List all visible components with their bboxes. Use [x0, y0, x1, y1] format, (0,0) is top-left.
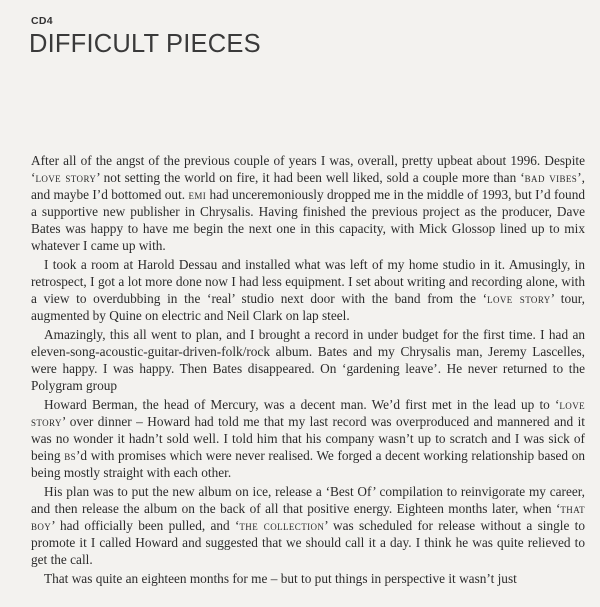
text-run: ’ not setting the world on fire, it had been well liked, sold a couple more than ‘: [96, 170, 525, 185]
page-title: DIFFICULT PIECES: [29, 30, 261, 58]
paragraph-3: [31, 326, 585, 394]
article-body: [31, 152, 585, 587]
song-title: love story: [31, 397, 585, 429]
paragraph-4: [31, 396, 585, 481]
text-run: ’ tour, augmented by Quine on electric and Neil Clark on lap steel.: [31, 291, 586, 323]
text-run: ’ over dinner – Howard had told me that my last record was overproduced and mannered and it was no wonder it hadn’t sold well. I told him that his company wasn’t up to scratch and I was sick of being: [31, 414, 585, 463]
paragraph-2: [31, 256, 585, 324]
text-run: had unceremoniously dropped me in the middle of 1993, but I’d found a supportive new publisher in Chrysalis. Having finished the previous project as the producer, Dave Bates was happy to have me begin the next one in this capacity, with Mick Glossop lined up to mix whatever I came up with.: [31, 187, 586, 253]
company-name: emi: [188, 187, 207, 202]
paragraph-6: [31, 570, 585, 587]
song-title: that boy: [31, 501, 585, 533]
text-run: ’ was scheduled for release without a single to promote it I called Howard and suggested that we should call it a day. I think he was quite relieved to get the call.: [31, 518, 585, 567]
text-run: That was quite an eighteen months for me – but to put things in perspective it wasn’t just: [44, 571, 517, 586]
song-title: love story: [487, 291, 551, 306]
text-run: Amazingly, this all went to plan, and I brought a record in under budget for the first time. I had an eleven-song-acoustic-guitar-driven-folk/rock album. Bates and my Chrysalis man, Jeremy Lascelles, were happy. I was happy. Then Bates disappeared. On ‘gardening leave’. He never returned to the Polygram group: [31, 327, 585, 393]
text-run: His plan was to put the new album on ice, release a ‘Best Of’ compilation to reinvigorate my career, and then release the album on the back of all that positive energy. Eighteen months later, when ‘: [31, 484, 585, 516]
text-run: ’, and maybe I’d bottomed out.: [31, 170, 585, 202]
text-run: ’d with promises which were never realised. We forged a decent working relationship based on being mostly straight with each other.: [31, 448, 586, 480]
text-run: After all of the angst of the previous couple of years I was, overall, pretty upbeat about 1996. Despite ‘: [31, 153, 585, 185]
paragraph-1: [31, 152, 585, 254]
section-label: CD4: [31, 15, 53, 27]
paragraph-5: [31, 483, 585, 568]
text-run: Howard Berman, the head of Mercury, was a decent man. We’d first met in the lead up to ‘: [44, 397, 560, 412]
text-run: I took a room at Harold Dessau and installed what was left of my home studio in it. Amusingly, in retrospect, I got a lot more done now I had less equipment. I set about writing and recording alone, with a view to overdubbing in the ‘real’ studio next door with the band from the ‘: [31, 257, 585, 306]
album-title: the collection: [239, 518, 325, 533]
text-run: ’ had officially been pulled, and ‘: [51, 518, 240, 533]
song-title: bad vibes: [524, 170, 578, 185]
abbreviation: bs: [64, 448, 76, 463]
song-title: love story: [35, 170, 97, 185]
